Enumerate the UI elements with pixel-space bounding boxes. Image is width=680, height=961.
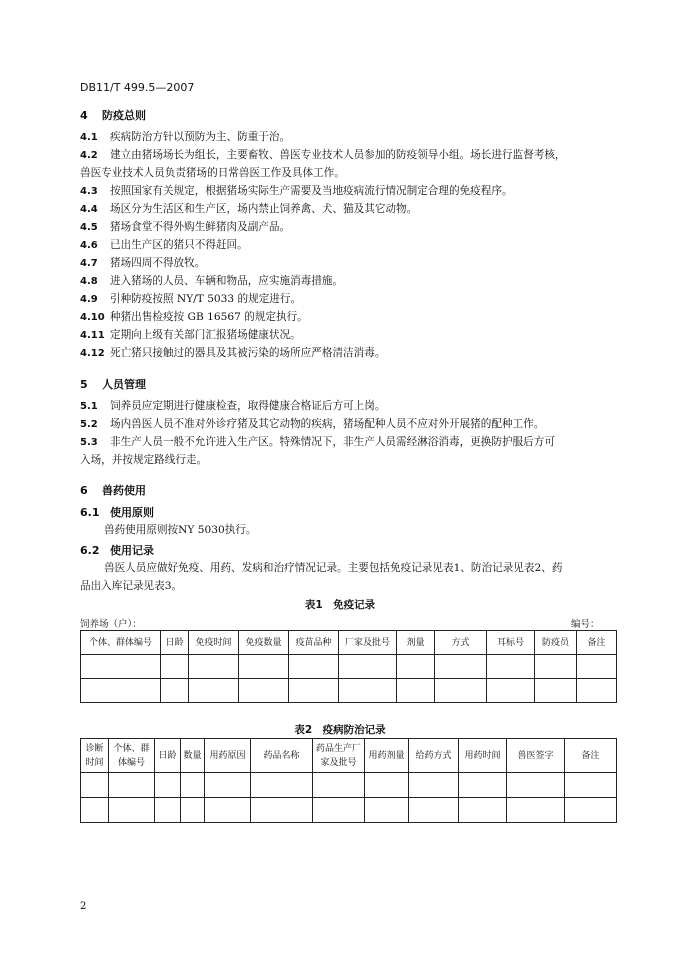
table-1-header: 日龄	[161, 631, 189, 655]
clause-4-11: 4.11 定期向上级有关部门汇报猪场健康状况。	[80, 329, 301, 341]
clause-4-2: 4.2 建立由猪场场长为组长，主要畜牧、兽医专业技术人员参加的防疫领导小组。场长进行监督考核，	[80, 149, 566, 161]
table-2-header: 给药方式	[409, 739, 459, 773]
page-number: 2	[80, 901, 87, 912]
table-1-header: 免疫数量	[239, 631, 289, 655]
table-1	[80, 630, 617, 703]
table-2-header: 数量	[181, 739, 205, 773]
section-6-heading: 6 兽药使用	[80, 484, 146, 497]
document-code: DB11/T 499.5—2007	[80, 81, 195, 94]
section-title: 防疫总则	[102, 109, 146, 122]
table-1-row	[81, 679, 617, 703]
table-1-header: 方式	[435, 631, 487, 655]
subsection-6-2-heading: 6.2 使用记录	[80, 544, 154, 557]
clause-4-6: 4.6 已出生产区的猪只不得赶回。	[80, 239, 248, 251]
table-1-header: 厂家及批号	[339, 631, 397, 655]
subsection-6-1-heading: 6.1 使用原则	[80, 506, 154, 519]
table-2-row	[81, 798, 617, 823]
clause-5-3-continued: 入场，并按规定路线行走。	[80, 454, 208, 466]
table-1-header: 防疫员	[535, 631, 577, 655]
table-1-farm-label: 饲养场（户）：	[80, 619, 142, 630]
table-2-title: 表2 疫病防治记录	[294, 724, 386, 736]
subsection-6-2-text-line2: 品出入库记录见表3。	[80, 580, 183, 592]
clause-4-10: 4.10 种猪出售检疫按 GB 16567 的规定执行。	[80, 311, 308, 323]
subsection-6-2-text-line1: 兽医人员应做好免疫、用药、发病和治疗情况记录。主要包括免疫记录见表1、防治记录见表2、药	[104, 562, 563, 574]
table-2-header: 用药时间	[459, 739, 507, 773]
table-2-header: 药品生产厂 家及批号	[313, 739, 365, 773]
section-4-heading	[80, 107, 146, 123]
clause-4-7: 4.7 猪场四周不得放牧。	[80, 257, 206, 269]
table-1-header: 个体、群体编号	[81, 631, 161, 655]
clause-4-4: 4.4 场区分为生活区和生产区，场内禁止饲养禽、犬、猫及其它动物。	[80, 203, 418, 215]
table-2-header: 诊断 时间	[81, 739, 109, 773]
clause-4-5: 4.5 猪场食堂不得外购生鲜猪肉及副产品。	[80, 221, 291, 233]
table-1-header: 耳标号	[487, 631, 535, 655]
table-2-header: 个体、群 体编号	[109, 739, 155, 773]
table-2-header-row	[81, 739, 617, 773]
table-1-header: 剂量	[397, 631, 435, 655]
table-2-header: 用药原因	[205, 739, 251, 773]
clause-5-2: 5.2 场内兽医人员不准对外诊疗猪及其它动物的疾病，猪场配种人员不应对外开展猪的配种工作。	[80, 418, 545, 430]
section-number: 4	[80, 109, 88, 122]
table-2-row	[81, 773, 617, 798]
clause-4-12: 4.12 死亡猪只接触过的器具及其被污染的场所应严格清洁消毒。	[80, 347, 386, 359]
table-2-header: 兽医签字	[507, 739, 565, 773]
table-1-header: 免疫时间	[189, 631, 239, 655]
table-1-row	[81, 655, 617, 679]
table-1-header-row	[81, 631, 617, 655]
subsection-6-1-text: 兽药使用原则按NY 5030执行。	[104, 524, 257, 536]
clause-4-3: 4.3 按照国家有关规定，根据猪场实际生产需要及当地疫病流行情况制定合理的免疫程序。	[80, 185, 513, 197]
clause-4-1: 4.1 疾病防治方针以预防为主、防重于治。	[80, 131, 291, 143]
table-1-number-label: 编号：	[571, 619, 600, 630]
table-1-title: 表1 免疫记录	[304, 599, 376, 611]
table-1-header: 疫苗品种	[289, 631, 339, 655]
table-1-header: 备注	[577, 631, 617, 655]
table-2-header: 日龄	[155, 739, 181, 773]
table-2	[80, 738, 617, 823]
clause-4-9: 4.9 引种防疫按照 NY/T 5033 的规定进行。	[80, 293, 302, 305]
section-5-heading: 5 人员管理	[80, 378, 146, 391]
clause-4-2-continued: 兽医专业技术人员负责猪场的日常兽医工作及具体工作。	[80, 167, 345, 179]
clause-4-8: 4.8 进入猪场的人员、车辆和物品，应实施消毒措施。	[80, 275, 344, 287]
clause-5-1: 5.1 饲养员应定期进行健康检查，取得健康合格证后方可上岗。	[80, 400, 386, 412]
table-2-header: 备注	[565, 739, 617, 773]
clause-5-3: 5.3 非生产人员一般不允许进入生产区。特殊情况下，非生产人员需经淋浴消毒，更换防护服后方可	[80, 436, 555, 448]
table-2-header: 药品名称	[251, 739, 313, 773]
table-2-header: 用药剂量	[365, 739, 409, 773]
